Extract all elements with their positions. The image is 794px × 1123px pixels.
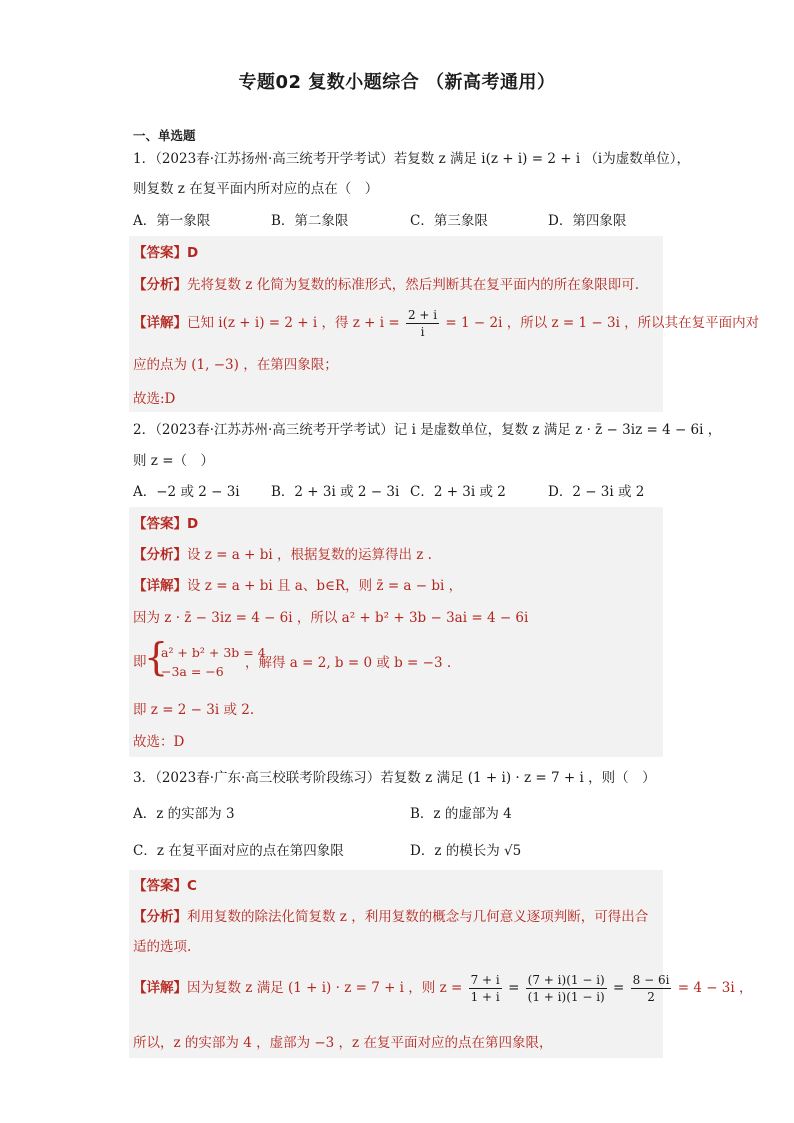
q3-fraction-2-den: (1 + i)(1 − i) <box>527 990 605 1004</box>
q3-fraction-1 <box>469 972 502 1005</box>
q2-system-eq2: −3a = −6 <box>161 664 224 679</box>
q3-fraction-2 <box>526 972 607 1005</box>
q3-fraction-3 <box>631 972 672 1005</box>
q1-analysis <box>133 276 639 294</box>
q2-option-a: A．−2 或 2 − 3i <box>133 484 240 500</box>
q1-detail-line2: 应的点为 (1, −3) ，在第四象限； <box>133 357 338 373</box>
q2-solution-box <box>129 507 663 757</box>
q3-answer: 【答案】C <box>133 878 197 894</box>
q2-option-b: B．2 + 3i 或 2 − 3i <box>271 484 400 500</box>
q2-detail-line2: 因为 z · z̄ − 3iz = 4 − 6i ，所以 a² + b² + 3b − 3ai = 4 − 6i <box>133 610 529 626</box>
q2-detail-line4: 即 z = 2 − 3i 或 2. <box>133 702 255 718</box>
q3-fraction-3-num: 8 − 6i <box>632 973 670 987</box>
q1-option-d: D．第四象限 <box>548 213 627 229</box>
q2-conclusion: 故选：D <box>133 734 185 750</box>
q1-option-a: A．第一象限 <box>133 213 211 229</box>
q2-analysis <box>133 546 432 564</box>
q3-detail-line2: 所以，z 的实部为 4 ，虚部为 −3 ，z 在复平面对应的点在第四象限， <box>133 1035 553 1051</box>
q1-fraction <box>406 307 439 340</box>
q3-option-d: D．z 的模长为 √5 <box>410 843 522 859</box>
q2-detail-solution: ，解得 a = 2, b = 0 或 b = −3 . <box>245 655 452 671</box>
q2-analysis-text: 设 z = a + bi ，根据复数的运算得出 z . <box>187 547 432 563</box>
q1-fraction-num: 2 + i <box>407 308 438 322</box>
q2-detail-text: 设 z = a + bi 且 a、b∈R，则 z̄ = a − bi ， <box>187 578 463 594</box>
q2-answer: 【答案】D <box>133 516 199 532</box>
q3-solution-box <box>129 870 663 1058</box>
q1-analysis-text: 先将复数 z 化简为复数的标准形式，然后判断其在复平面内的所在象限即可. <box>187 277 639 293</box>
q2-detail-line1 <box>133 577 462 595</box>
q2-system-eq1: a² + b² + 3b = 4 <box>161 645 266 660</box>
q2-option-d: D．2 − 3i 或 2 <box>548 484 645 500</box>
q1-detail-text-b: = 1 − 2i ，所以 z = 1 − 3i ，所以其在复平面内对 <box>445 315 760 331</box>
q1-detail-text-a: 已知 i(z + i) = 2 + i ，得 z + i = <box>187 315 400 331</box>
q2-detail-tag: 【详解】 <box>133 578 187 594</box>
q1-fraction-den: i <box>420 325 425 339</box>
q1-option-b: B．第二象限 <box>271 213 349 229</box>
section-heading: 一、单选题 <box>133 128 196 143</box>
q3-analysis-line1 <box>133 908 648 926</box>
q3-stem: 3．（2023春·广东·高三校联考阶段练习）若复数 z 满足 (1 + i) · z = 7 + i ，则（ ） <box>133 770 656 786</box>
q3-detail-line1: 【详解】因为复数 z 满足 (1 + i) · z = 7 + i ，则 z = $\frac{7 + i}{1 + i}$ = $\frac{(7 + i)(1 - i)}{(1 + i)(1 - i)}$ = $\frac{8 - 6i}{2}$ = 4 − 3i ， <box>133 973 753 1004</box>
q1-option-c: C．第三象限 <box>410 213 488 229</box>
q3-analysis-tag: 【分析】 <box>133 909 187 925</box>
q2-detail-prefix: 即 <box>133 654 147 670</box>
q3-fraction-1-num: 7 + i <box>470 973 500 987</box>
q3-detail-text-b: = 4 − 3i ， <box>677 980 753 996</box>
q3-fraction-1-den: 1 + i <box>470 990 500 1004</box>
q1-stem-line1: 1．（2023春·江苏扬州·高三统考开学考试）若复数 z 满足 i(z + i) = 2 + i （i为虚数单位）， <box>133 151 690 167</box>
q3-analysis-text: 利用复数的除法化简复数 z ，利用复数的概念与几何意义逐项判断，可得出合 <box>187 909 649 925</box>
page-title: 专题02 复数小题综合 （新高考通用） <box>238 72 556 93</box>
q3-option-c: C．z 在复平面对应的点在第四象限 <box>133 843 344 859</box>
q2-option-c: C．2 + 3i 或 2 <box>410 484 506 500</box>
q3-analysis-line2: 适的选项. <box>133 939 192 955</box>
q1-detail-line1 <box>133 305 759 341</box>
q3-detail-text-a: 因为复数 z 满足 (1 + i) · z = 7 + i ，则 z = <box>187 980 463 996</box>
q2-analysis-tag: 【分析】 <box>133 547 187 563</box>
q2-system-brace: { <box>144 635 169 679</box>
q1-detail-tag: 【详解】 <box>133 315 187 331</box>
q3-fraction-2-num: (7 + i)(1 − i) <box>527 973 605 987</box>
q1-analysis-tag: 【分析】 <box>133 277 187 293</box>
q3-option-b: B．z 的虚部为 4 <box>410 806 512 822</box>
q3-fraction-3-den: 2 <box>647 990 655 1004</box>
q1-answer: 【答案】D <box>133 245 199 261</box>
q1-conclusion: 故选:D <box>133 391 176 407</box>
q2-stem-line2: 则 z =（ ） <box>133 453 215 469</box>
q1-stem-line2: 则复数 z 在复平面内所对应的点在（ ） <box>133 181 379 197</box>
q2-stem-line1: 2．（2023春·江苏苏州·高三统考开学考试）记 i 是虚数单位，复数 z 满足 z · z̄ − 3iz = 4 − 6i ， <box>133 422 722 438</box>
q3-option-a: A．z 的实部为 3 <box>133 806 235 822</box>
q3-detail-tag: 【详解】 <box>133 980 187 996</box>
